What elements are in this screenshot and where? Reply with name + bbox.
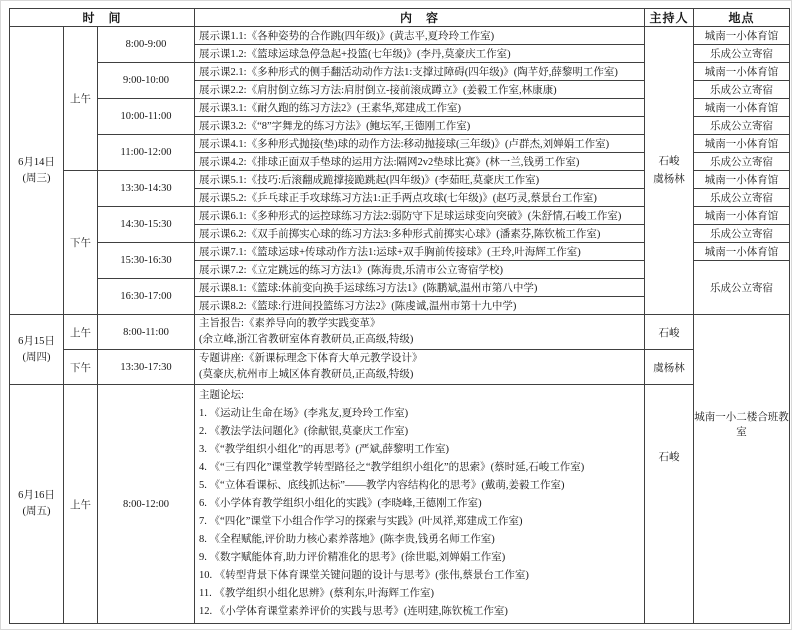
period-cell-am: 上午 — [64, 385, 98, 624]
time-slot: 13:30-17:30 — [98, 350, 195, 385]
location-cell: 乐成公立寄宿 — [694, 153, 790, 171]
period-cell-am: 上午 — [64, 315, 98, 350]
location-cell: 城南一小体育馆 — [694, 135, 790, 153]
header-location: 地点 — [694, 9, 790, 27]
header-content: 内 容 — [195, 9, 645, 27]
location-cell: 城南一小体育馆 — [694, 243, 790, 261]
forum-item: 10. 《转型背景下体育课堂关键问题的设计与思考》(张伟,蔡景台工作室) — [199, 570, 529, 581]
forum-item: 8. 《全程赋能,评价助力核心素养落地》(陈李贵,钱勇名师工作室) — [199, 534, 495, 545]
location-cell-merged: 城南一小二楼合班教室 — [694, 315, 790, 624]
header-host: 主持人 — [645, 9, 694, 27]
forum-item: 7. 《“四化”课堂下小组合作学习的探索与实践》(叶凤祥,郑建成工作室) — [199, 516, 523, 527]
lesson-content: 展示课4.1:《多种形式抛接(垫)球的动作方法:移动抛接球(三年级)》(卢群杰,刘婵娟工作室) — [195, 135, 645, 153]
date-cell-jun14 — [10, 27, 64, 315]
lesson-content: 展示课7.1:《篮球运球+传球动作方法1:运球+双手胸前传接球》(王玲,叶海辉工作室) — [195, 243, 645, 261]
forum-item: 5. 《“立体看课标、底线抓达标”——教学内容结构化的思考》(戴萌,姜毅工作室) — [199, 480, 565, 491]
time-slot: 10:00-11:00 — [98, 99, 195, 135]
time-slot: 15:30-16:30 — [98, 243, 195, 279]
session-content — [195, 315, 645, 350]
location-cell: 城南一小体育馆 — [694, 207, 790, 225]
forum-content — [195, 385, 645, 624]
date-text: 6月15日 — [18, 335, 55, 347]
session-title: 专题讲座:《新课标理念下体育大单元教学设计》 — [199, 353, 423, 364]
lesson-content: 展示课1.1:《各种姿势的合作跳(四年级)》(黄志平,夏玲玲工作室) — [195, 27, 645, 45]
location-cell: 乐成公立寄宿 — [694, 81, 790, 99]
host-cell: 石峻 — [645, 385, 694, 624]
location-cell: 乐成公立寄宿 — [694, 45, 790, 63]
lesson-content: 展示课5.1:《技巧:后滚翻成跪撑接跪跳起(四年级)》(李茹旺,莫豪庆工作室) — [195, 171, 645, 189]
lesson-content: 展示课7.2:《立定跳远的练习方法1》(陈海贵,乐清市公立寄宿学校) — [195, 261, 645, 279]
date-cell-jun15 — [10, 315, 64, 385]
time-slot: 13:30-14:30 — [98, 171, 195, 207]
date-cell-jun16 — [10, 385, 64, 624]
session-speaker: (莫豪庆,杭州市上城区体育教研员,正高级,特级) — [199, 369, 414, 380]
forum-item: 11. 《教学组织小组化思辨》(蔡利东,叶海辉工作室) — [199, 588, 435, 599]
date-text: 6月16日 — [18, 490, 55, 501]
time-slot: 8:00-9:00 — [98, 27, 195, 63]
time-slot: 8:00-11:00 — [98, 315, 195, 350]
location-cell: 城南一小体育馆 — [694, 171, 790, 189]
forum-item: 1. 《运动让生命在场》(李兆友,夏玲玲工作室) — [199, 408, 409, 419]
lesson-content: 展示课2.1:《多种形式的侧手翻活动动作方法1:支撑过障碍(四年级)》(陶芊妤,薛黎明工作室) — [195, 63, 645, 81]
weekday-text: (周四) — [22, 351, 51, 363]
forum-item: 2. 《教法学法问题化》(徐献银,莫豪庆工作室) — [199, 426, 409, 437]
forum-title: 主题论坛: — [199, 390, 244, 401]
host-name: 石峻 — [658, 155, 680, 167]
time-slot: 8:00-12:00 — [98, 385, 195, 624]
lesson-content: 展示课3.2:《“8”字舞龙的练习方法》(鲍坛军,王德刚工作室) — [195, 117, 645, 135]
header-row — [10, 9, 790, 27]
host-cell: 石峻 — [645, 315, 694, 350]
time-slot: 9:00-10:00 — [98, 63, 195, 99]
location-cell: 乐成公立寄宿 — [694, 225, 790, 243]
table-row — [10, 315, 790, 350]
time-slot: 16:30-17:00 — [98, 279, 195, 315]
location-cell: 乐成公立寄宿 — [694, 189, 790, 207]
table-row — [10, 350, 790, 385]
lesson-content: 展示课6.1:《多种形式的运控球练习方法2:弱防守下足球运球变向突破》(朱舒情,石峻工作室) — [195, 207, 645, 225]
session-speaker: (余立峰,浙江省教研室体育教研员,正高级,特级) — [199, 334, 414, 345]
schedule-table — [9, 8, 790, 624]
time-slot: 11:00-12:00 — [98, 135, 195, 171]
lesson-content: 展示课8.1:《篮球:体前变向换手运球练习方法1》(陈鹏斌,温州市第八中学) — [195, 279, 645, 297]
lesson-content: 展示课6.2:《双手前掷实心球的练习方法3:多种形式前掷实心球》(潘素芬,陈钦梳工作室) — [195, 225, 645, 243]
table-row — [10, 385, 790, 624]
date-text: 6月14日 — [18, 156, 55, 168]
lesson-content: 展示课3.1:《耐久跑的练习方法2》(王素华,郑建成工作室) — [195, 99, 645, 117]
lesson-content: 展示课2.2:《肩肘倒立练习方法:肩肘倒立-接前滚成蹲立》(姜毅工作室,林康康) — [195, 81, 645, 99]
lesson-content: 展示课1.2:《篮球运球急停急起+投篮(七年级)》(李丹,莫豪庆工作室) — [195, 45, 645, 63]
lesson-content: 展示课5.2:《乒乓球正手攻球练习方法1:正手两点攻球(七年级)》(赵巧灵,蔡景台工作室) — [195, 189, 645, 207]
forum-item: 6. 《小学体育教学组织小组化的实践》(李晓峰,王德刚工作室) — [199, 498, 482, 509]
host-name: 虞杨林 — [653, 173, 685, 185]
period-cell-pm: 下午 — [64, 171, 98, 315]
table-row — [10, 27, 790, 45]
location-cell: 城南一小体育馆 — [694, 27, 790, 45]
forum-item: 9. 《数字赋能体育,助力评价精准化的思考》(徐世聪,刘婵娟工作室) — [199, 552, 506, 563]
session-title: 主旨报告:《素养导向的教学实践变革》 — [199, 318, 381, 329]
location-cell: 城南一小体育馆 — [694, 99, 790, 117]
location-cell: 城南一小体育馆 — [694, 63, 790, 81]
host-cell: 虞杨林 — [645, 350, 694, 385]
period-cell-pm: 下午 — [64, 350, 98, 385]
lesson-content: 展示课8.2:《篮球:行进间投篮练习方法2》(陈虔诚,温州市第十九中学) — [195, 297, 645, 315]
forum-item: 12. 《小学体育课堂素养评价的实践与思考》(连明建,陈钦梳工作室) — [199, 606, 508, 617]
period-cell-am: 上午 — [64, 27, 98, 171]
forum-item: 3. 《“教学组织小组化”的再思考》(严斌,薛黎明工作室) — [199, 444, 449, 455]
host-cell-jun14 — [645, 27, 694, 315]
time-slot: 14:30-15:30 — [98, 207, 195, 243]
location-cell: 乐成公立寄宿 — [694, 117, 790, 135]
header-time: 时 间 — [10, 9, 195, 27]
session-content — [195, 350, 645, 385]
forum-item: 4. 《“三有四化”课堂教学转型路径之“教学组织小组化”的思索》(蔡时延,石峻工作室) — [199, 462, 585, 473]
weekday-text: (周五) — [22, 506, 51, 517]
lesson-content: 展示课4.2:《排球正面双手垫球的运用方法:隔网2v2垫球比赛》(林一兰,钱勇工作室) — [195, 153, 645, 171]
weekday-text: (周三) — [22, 172, 51, 184]
location-cell-merged: 乐成公立寄宿 — [694, 261, 790, 315]
